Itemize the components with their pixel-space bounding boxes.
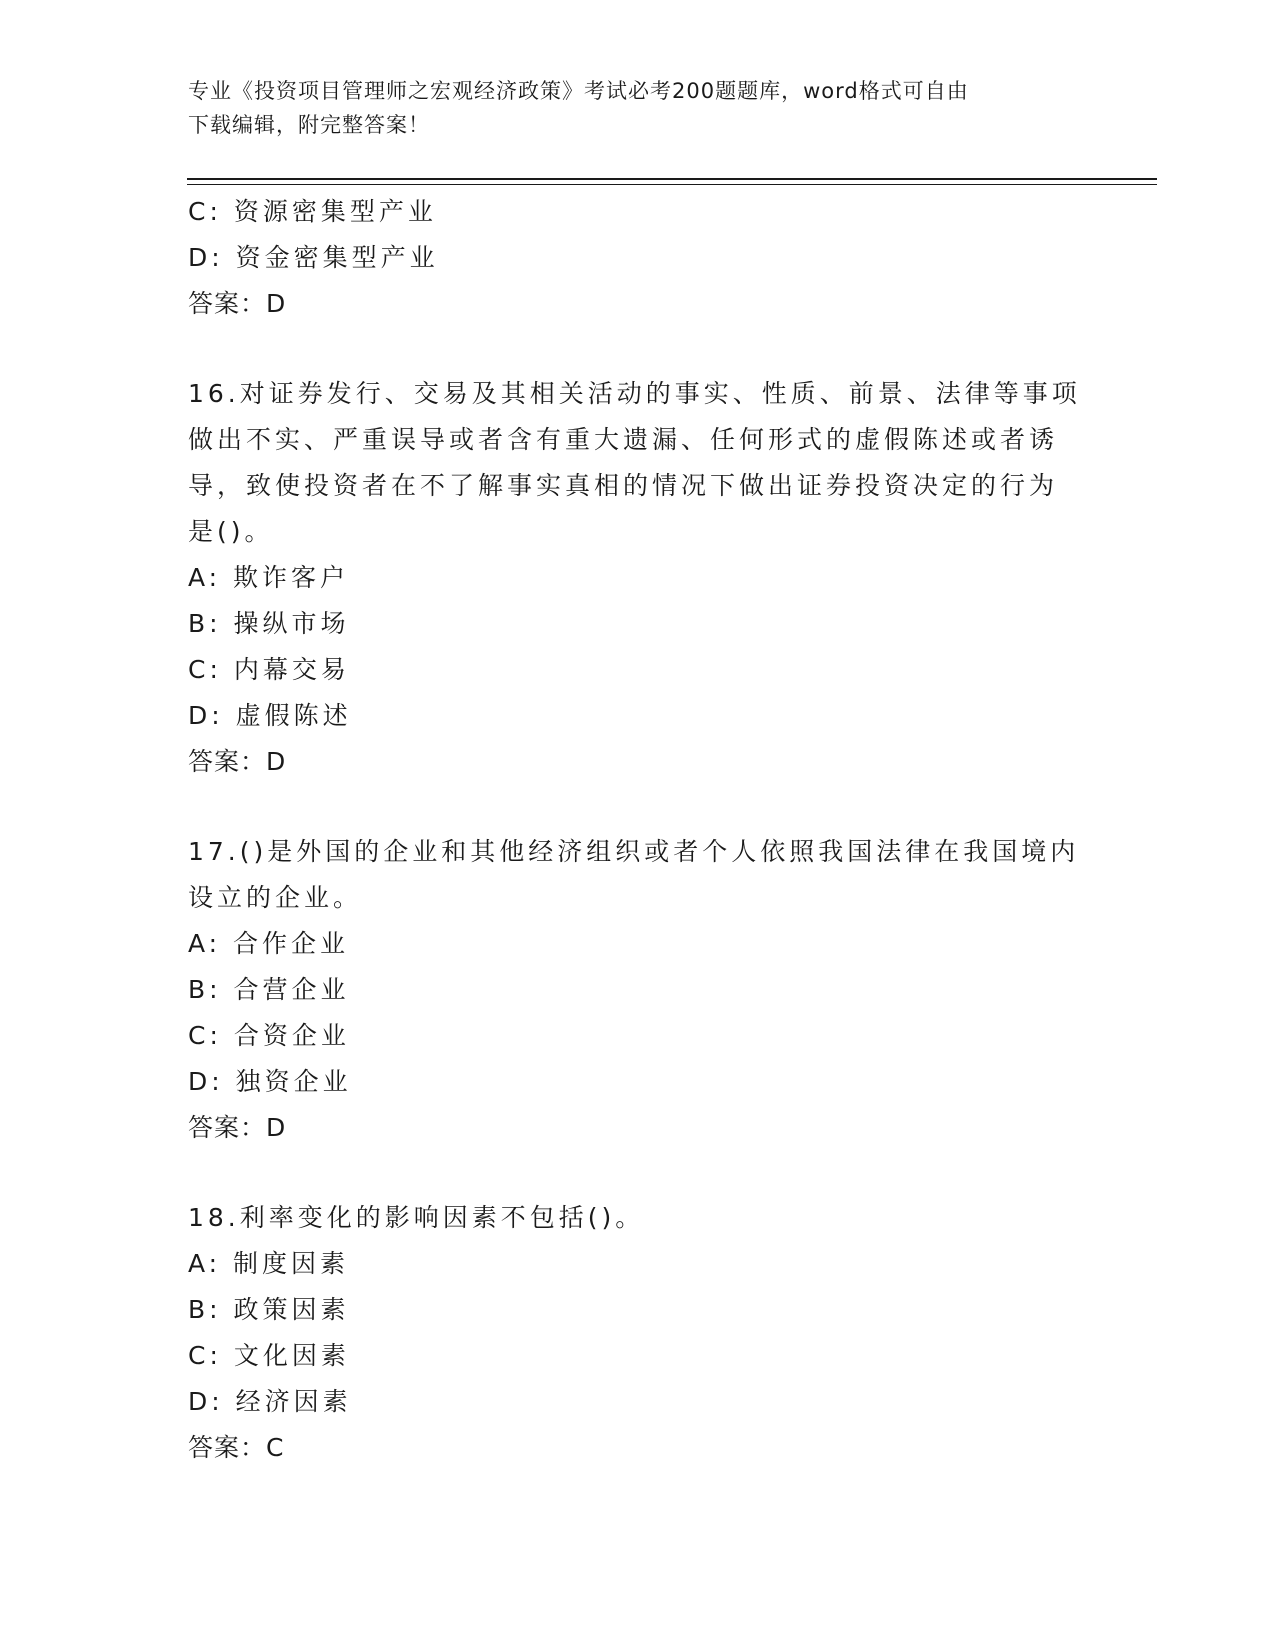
option-b: B: 政策因素 bbox=[188, 1295, 350, 1324]
header-line-2: 下载编辑，附完整答案！ bbox=[188, 113, 430, 137]
question-text: 做出不实、严重误导或者含有重大遗漏、任何形式的虚假陈述或者诱 bbox=[188, 425, 1059, 454]
question-16 bbox=[188, 371, 1088, 785]
option-a: A: 制度因素 bbox=[188, 1249, 350, 1278]
option-d: D: 虚假陈述 bbox=[188, 701, 352, 730]
question-text: 导，致使投资者在不了解事实真相的情况下做出证券投资决定的行为 bbox=[188, 471, 1059, 500]
option-b: B: 合营企业 bbox=[188, 975, 350, 1004]
answer-line: 答案：D bbox=[188, 747, 287, 776]
header-line-1: 专业《投资项目管理师之宏观经济政策》考试必考200题题库，word格式可自由 bbox=[188, 79, 969, 103]
question-17 bbox=[188, 829, 1088, 1151]
question-text: 17.()是外国的企业和其他经济组织或者个人依照我国法律在我国境内 bbox=[188, 837, 1080, 866]
question-18 bbox=[188, 1195, 1088, 1471]
option-c: C: 内幕交易 bbox=[188, 655, 350, 684]
document-header bbox=[188, 74, 1088, 142]
answer-line: 答案：C bbox=[188, 1433, 285, 1462]
question-text: 设立的企业。 bbox=[188, 883, 363, 912]
option-a: A: 欺诈客户 bbox=[188, 563, 350, 592]
option-c: C: 合资企业 bbox=[188, 1021, 350, 1050]
question-text: 16.对证券发行、交易及其相关活动的事实、性质、前景、法律等事项 bbox=[188, 379, 1081, 408]
prev-question-tail bbox=[188, 189, 1088, 327]
header-rule-thin bbox=[187, 184, 1157, 185]
option-c: C: 文化因素 bbox=[188, 1341, 350, 1370]
question-text: 18.利率变化的影响因素不包括()。 bbox=[188, 1203, 645, 1232]
option-d: D: 经济因素 bbox=[188, 1387, 352, 1416]
question-text: 是()。 bbox=[188, 517, 274, 546]
option-d: D: 独资企业 bbox=[188, 1067, 352, 1096]
answer-line: 答案：D bbox=[188, 1113, 287, 1142]
option-c: C: 资源密集型产业 bbox=[188, 197, 437, 226]
option-a: A: 合作企业 bbox=[188, 929, 350, 958]
answer-line: 答案：D bbox=[188, 289, 287, 318]
header-rule-thick bbox=[187, 178, 1157, 180]
option-d: D: 资金密集型产业 bbox=[188, 243, 439, 272]
option-b: B: 操纵市场 bbox=[188, 609, 350, 638]
question-list bbox=[188, 189, 1088, 1471]
